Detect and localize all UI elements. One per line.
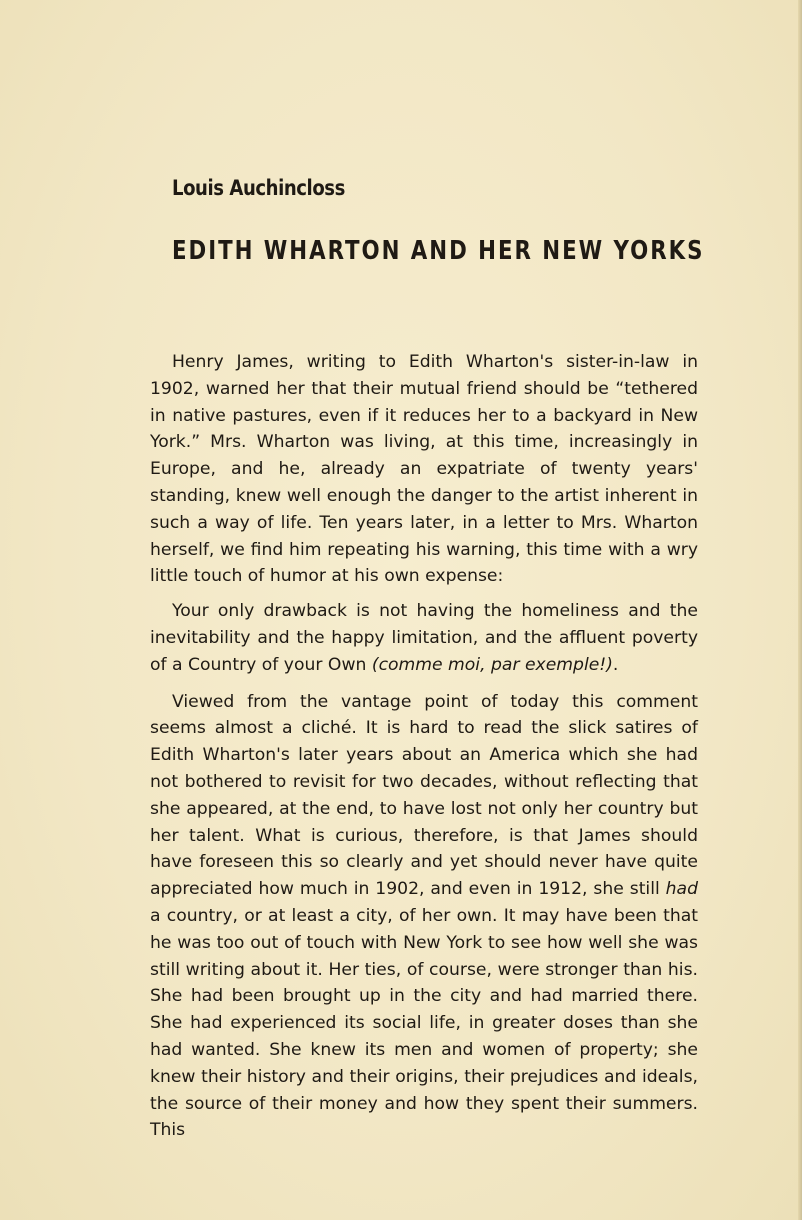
quote-text: Your only drawback is not having the homeliness and the inevitability and the happy limitation, and the affluent poverty of a Country of your Own: [150, 601, 698, 675]
block-quote: [150, 598, 698, 678]
page-edge: [798, 0, 802, 1220]
paragraph-3-part-b: a country, or at least a city, of her own. It may have been that he was too out of touch with New York to see how well she was still writing about it. Her ties, of course, were stronger than his. She had been brought up in the city and had married there. She had experienced its social life, in greater doses than she had wanted. She knew its men and women of property; she knew their history and their origins, their prejudices and ideals, the source of their money and how they spent their summers. This: [150, 905, 698, 1141]
quote-italic-aside: (comme moi, par exemple!): [371, 654, 613, 675]
paragraph-3-part-a: Viewed from the vantage point of today this comment seems almost a cliché. It is hard to read the slick satires of Edith Wharton's later years about an America which she had not bothered to revisit for two decades, without reflecting that she appeared, at the end, to have lost not only her country but her talent. What is curious, therefore, is that James should have foreseen this so clearly and yet should never have quite appreciated how much in 1902, and even in 1912, she still: [150, 691, 698, 900]
paragraph-1: Henry James, writing to Edith Wharton's sister-in-law in 1902, warned her that their mutual friend should be “tethered in native pastures, even if it reduces her to a backyard in New York.” Mrs. Wharton was living, at this time, increasingly in Europe, and he, already an expatriate of twenty years' standing, knew well enough the danger to the artist inherent in such a way of life. Ten years later, in a letter to Mrs. Wharton herself, we find him repeating his warning, this time with a wry little touch of humor at his own expense:: [150, 352, 698, 587]
paragraph-3-italic-word: had: [665, 879, 698, 900]
author-name: Louis Auchincloss: [172, 176, 345, 200]
paragraph-3: [150, 689, 698, 1145]
body-text: [150, 349, 698, 1144]
chapter-title: EDITH WHARTON AND HER NEW YORKS: [172, 236, 705, 266]
quote-end-punctuation: .: [612, 654, 619, 675]
